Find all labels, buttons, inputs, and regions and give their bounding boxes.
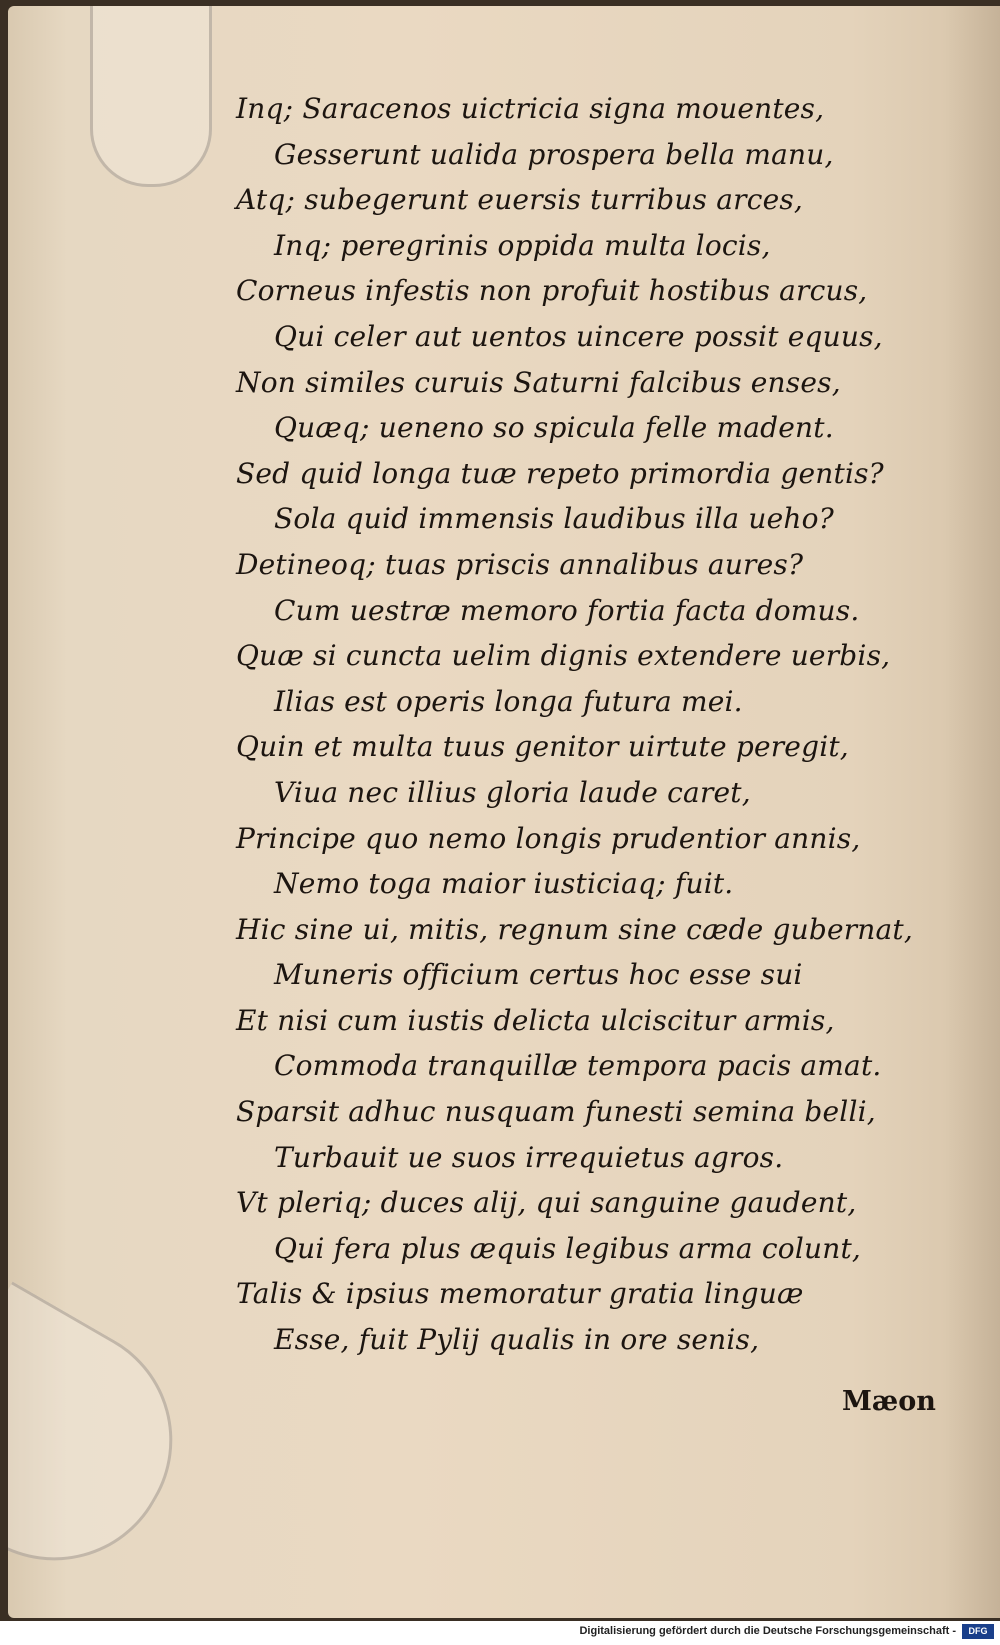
- show-through-edge: [945, 6, 1000, 1618]
- funding-credit: Digitalisierung gefördert durch die Deutsche Forschungsgemeinschaft -: [579, 1625, 956, 1637]
- footer-bar: [0, 1621, 1000, 1645]
- verse-line: Detineoq; tuas priscis annalibus aures?: [236, 547, 804, 581]
- verse-line: Inq; Saracenos uictricia signa mouentes,: [236, 92, 825, 125]
- verse-line: Commoda tranquillæ tempora pacis amat.: [274, 1049, 882, 1083]
- verse-line: Inq; peregrinis oppida multa locis,: [274, 228, 771, 262]
- verse-line: Ilias est operis longa futura mei.: [274, 684, 743, 718]
- verse-line: Vt pleriq; duces alij, qui sanguine gaudent,: [236, 1186, 857, 1220]
- glass-weight-bottom: [8, 1282, 214, 1603]
- verse-line: Sparsit adhuc nusquam funesti semina belli,: [236, 1095, 876, 1129]
- verse-line: Non similes curuis Saturni falcibus enses,: [236, 365, 841, 399]
- verse-line: Hic sine ui, mitis, regnum sine cæde gubernat,: [236, 912, 913, 946]
- verse-line: Muneris officium certus hoc esse sui: [274, 958, 803, 992]
- verse-line: Gesserunt ualida prospera bella manu,: [274, 137, 834, 171]
- verse-line: Sed quid longa tuæ repeto primordia gentis?: [236, 456, 884, 490]
- verse-line: Corneus infestis non profuit hostibus arcus,: [236, 274, 868, 308]
- verse-line: Cum uestræ memoro fortia facta domus.: [274, 593, 860, 627]
- verse-line: Quæq; ueneno so spicula felle madent.: [274, 411, 834, 445]
- verse-line: Atq; subegerunt euersis turribus arces,: [236, 183, 804, 217]
- verse-line: Principe quo nemo longis prudentior annis,: [236, 821, 861, 855]
- glass-weight-top: [90, 6, 212, 187]
- verse-line: Et nisi cum iustis delicta ulciscitur armis,: [236, 1003, 835, 1037]
- verse-line: Turbauit ue suos irrequietus agros.: [274, 1140, 784, 1174]
- verse-line: Sola quid immensis laudibus illa ueho?: [274, 502, 834, 536]
- verse-line: Viua nec illius gloria laude caret,: [274, 775, 751, 809]
- verse-line: Quæ si cuncta uelim dignis extendere uerbis,: [236, 639, 891, 673]
- poem-text: [236, 86, 916, 1363]
- dfg-logo-icon: DFG: [962, 1624, 994, 1639]
- verse-line: Qui fera plus æquis legibus arma colunt,: [274, 1231, 862, 1265]
- verse-line: Esse, fuit Pylij qualis in ore senis,: [274, 1323, 760, 1357]
- verse-line: Nemo toga maior iusticiaq; fuit.: [274, 867, 734, 901]
- verse-line: Qui celer aut uentos uincere possit equus,: [274, 319, 883, 353]
- verse-line: Quin et multa tuus genitor uirtute peregit,: [236, 730, 849, 764]
- catchword: Mæon: [842, 1386, 936, 1417]
- verse-line: Talis & ipsius memoratur gratia linguæ: [236, 1277, 804, 1311]
